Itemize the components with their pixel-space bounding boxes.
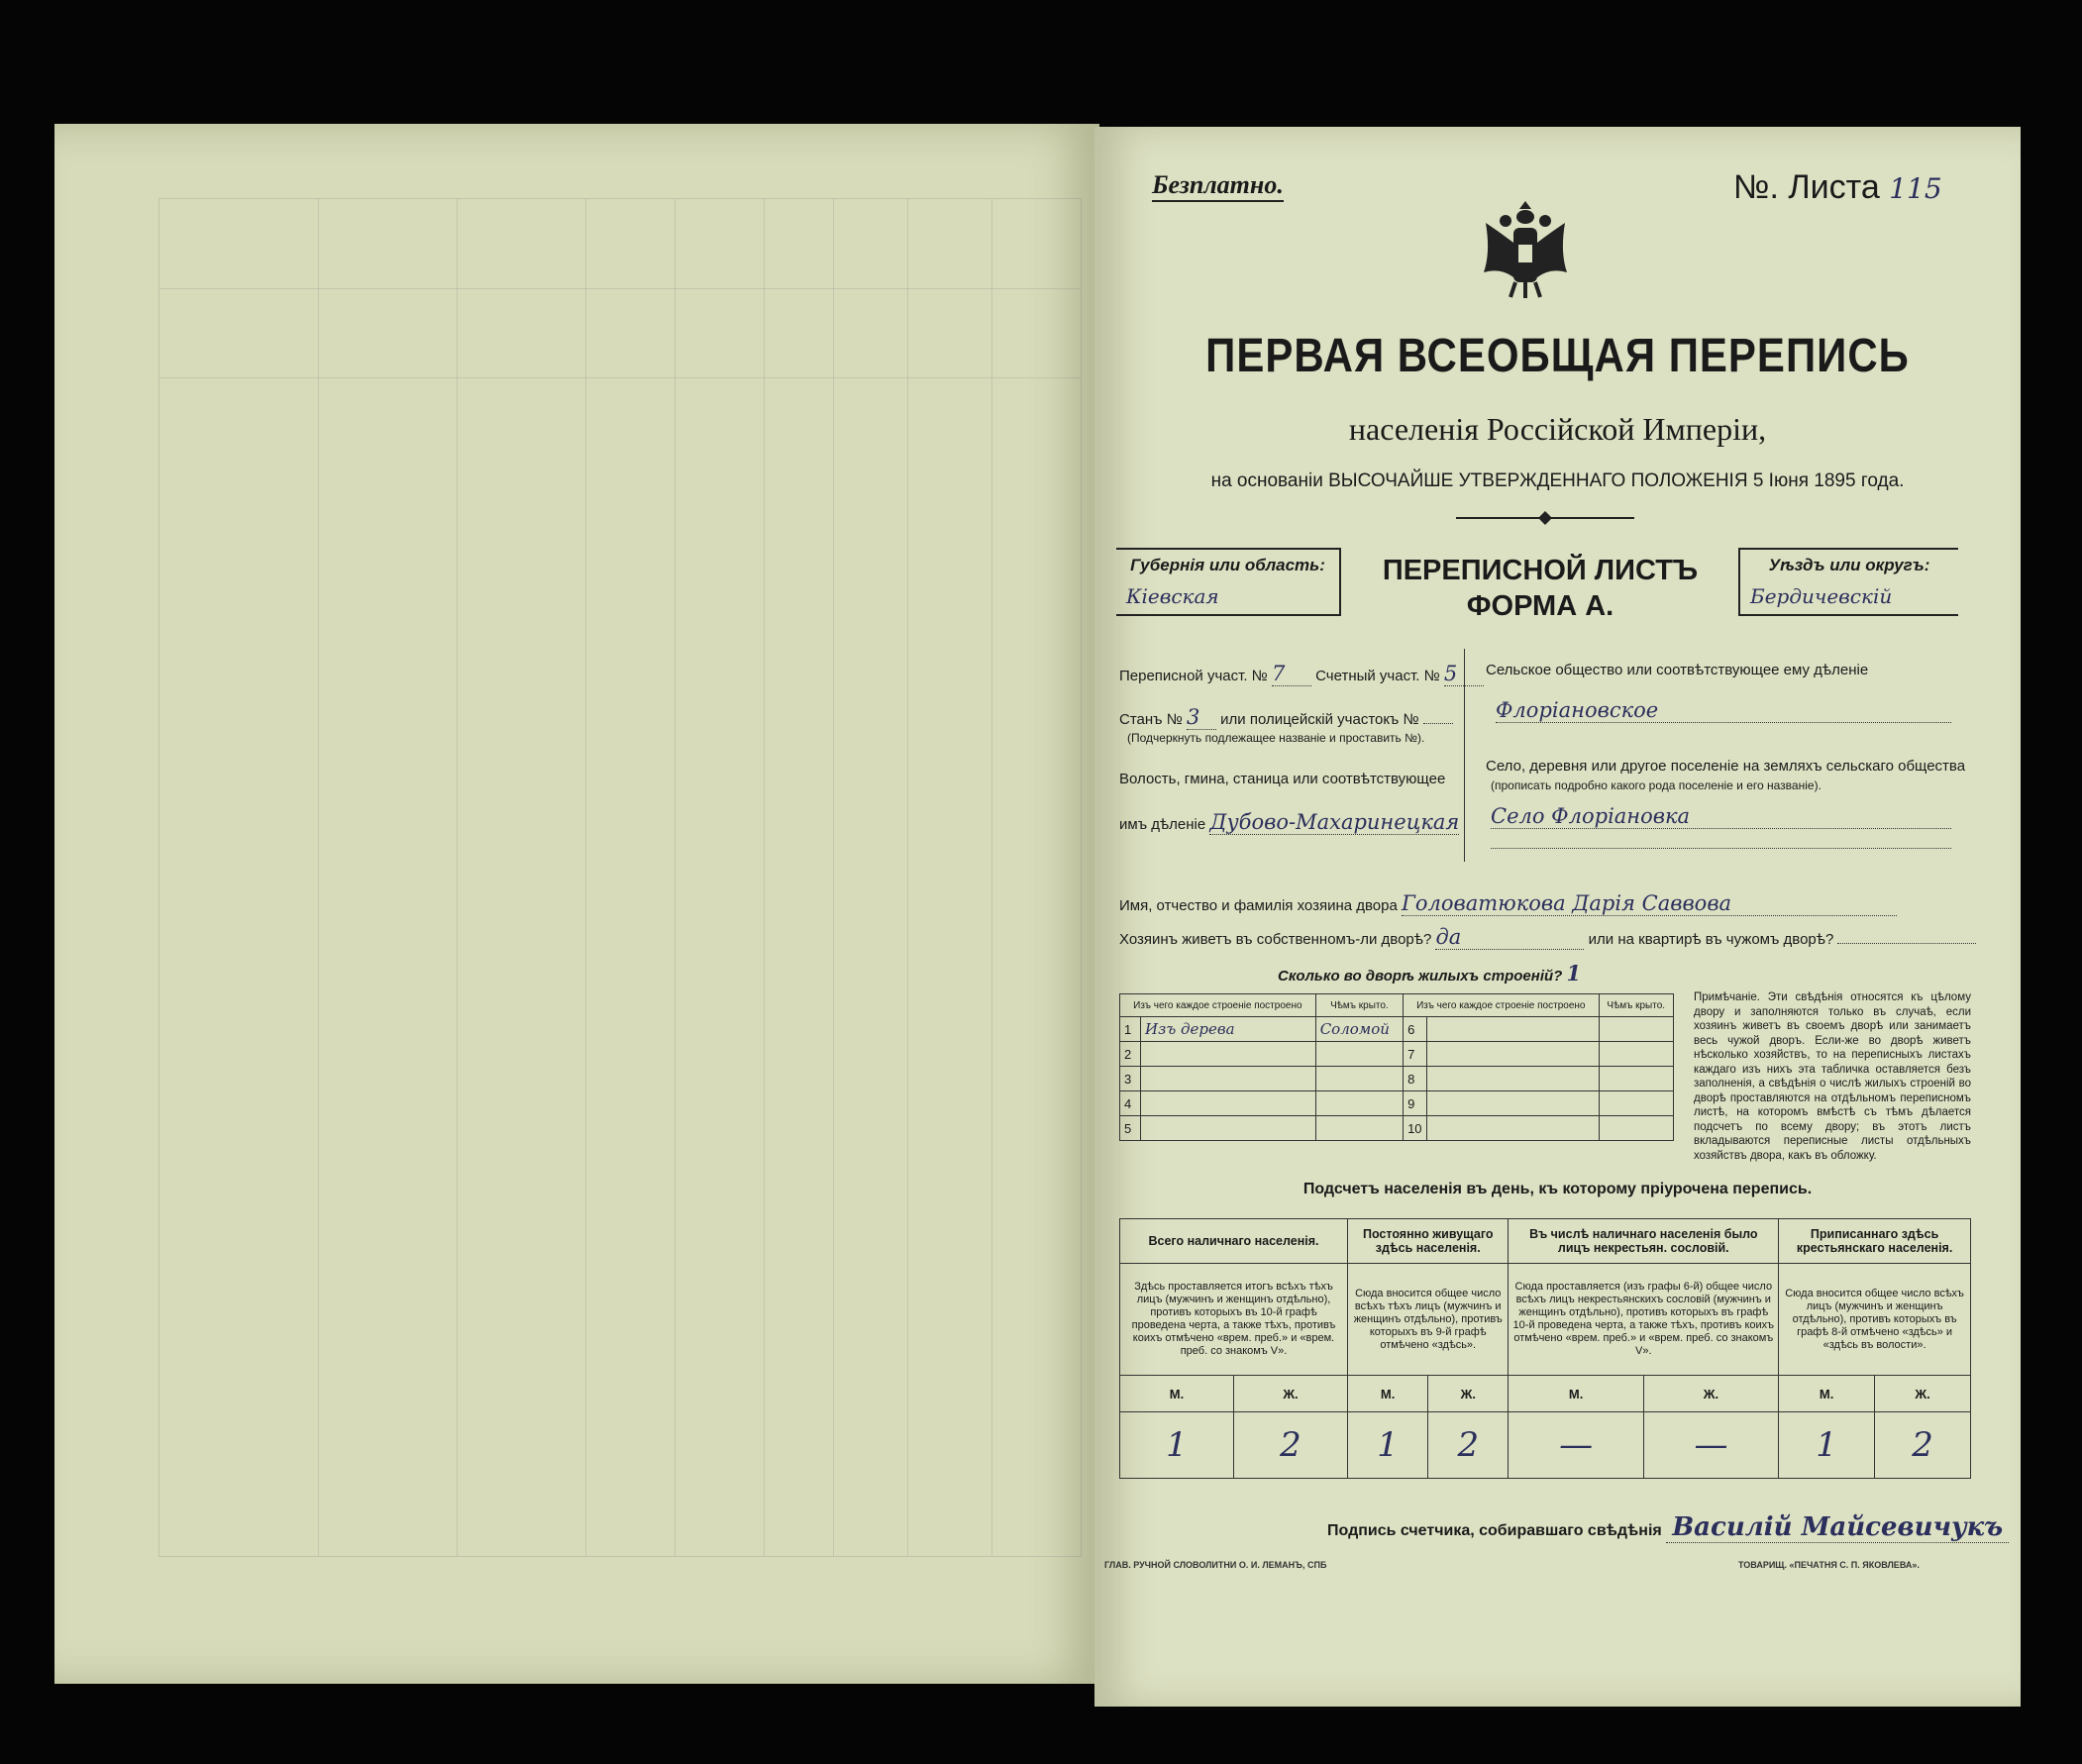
- province-box: [1116, 548, 1341, 616]
- female-header: Ж.: [1643, 1376, 1778, 1412]
- sheet-number-label: №. Листа: [1733, 168, 1880, 206]
- count-description-row: [1120, 1264, 1971, 1376]
- counting-area-label: Счетный участ. №: [1315, 668, 1440, 684]
- village-label: Село, деревня или другое поселеніе на земляхъ сельскаго общества: [1486, 758, 1966, 775]
- row-number: 1: [1120, 1017, 1141, 1042]
- material-header-1: Изъ чего каждое строеніе построено: [1120, 994, 1316, 1017]
- row-number: 8: [1404, 1067, 1426, 1091]
- permanent-header: Постоянно живущаго здѣсь населенія.: [1348, 1219, 1509, 1264]
- form-title-line1: ПЕРЕПИСНОЙ ЛИСТЪ: [1382, 555, 1699, 586]
- own-yard-row: [1119, 925, 1976, 950]
- volost-label-cont: имъ дѣленіе: [1119, 816, 1206, 833]
- roof-cell: Соломой: [1315, 1017, 1403, 1042]
- counting-area-value: 5: [1444, 662, 1484, 686]
- stan-row: [1119, 705, 1453, 730]
- non-peasant-desc: Сюда проставляется (изъ графы 6-й) общее число всѣхъ лицъ некрестьянскихъ сословій (мужчинъ и женщинъ отдѣльно), противъ которыхъ въ графѣ 10-й проведена черта, а также тѣхъ, противъ коихъ отмѣчено «врем. преб.» и «врем. преб. со знакомъ V».: [1509, 1264, 1779, 1376]
- row-number: 4: [1120, 1091, 1141, 1116]
- row-number: 9: [1404, 1091, 1426, 1116]
- total-present-header: Всего наличнаго населенія.: [1120, 1219, 1348, 1264]
- female-header: Ж.: [1428, 1376, 1509, 1412]
- form-title-line2: ФОРМА А.: [1466, 590, 1614, 622]
- village-value: Село Флоріановка: [1491, 804, 1691, 828]
- row-number: 10: [1404, 1116, 1426, 1141]
- census-area-row: [1119, 662, 1484, 686]
- table-row: [1120, 1067, 1674, 1091]
- district-box: [1738, 548, 1958, 616]
- count-header-row: [1120, 1219, 1971, 1264]
- count-value: 1: [1120, 1412, 1234, 1479]
- material-cell: Изъ дерева: [1141, 1017, 1316, 1042]
- material-header-2: Изъ чего каждое строеніе построено: [1404, 994, 1599, 1017]
- row-number: 6: [1404, 1017, 1426, 1042]
- material-cell: [1141, 1067, 1316, 1091]
- count-value: —: [1643, 1412, 1778, 1479]
- table-row: [1120, 1091, 1674, 1116]
- signature-label: Подпись счетчика, собиравшаго свѣдѣнія: [1327, 1522, 1662, 1539]
- material-cell: [1426, 1116, 1599, 1141]
- material-cell: [1426, 1067, 1599, 1091]
- count-value: 2: [1875, 1412, 1971, 1479]
- buildings-table-header: [1120, 994, 1674, 1017]
- population-count-table: [1119, 1218, 1971, 1479]
- roof-cell: [1599, 1067, 1674, 1091]
- permanent-desc: Сюда вносится общее число всѣхъ тѣхъ лицъ (мужчинъ и женщинъ отдѣльно), противъ которыхъ въ 9-й графѣ отмѣчено «здѣсь».: [1348, 1264, 1509, 1376]
- row-number: 3: [1120, 1067, 1141, 1091]
- owner-label: Имя, отчество и фамилія хозяина двора: [1119, 897, 1398, 914]
- roof-cell: [1315, 1067, 1403, 1091]
- form-title: [1347, 553, 1733, 624]
- table-row: [1120, 1116, 1674, 1141]
- underline-note: (Подчеркнуть подлежащее названіе и проставить №).: [1127, 731, 1425, 745]
- total-present-desc: Здѣсь проставляется итогъ всѣхъ тѣхъ лицъ (мужчинъ и женщинъ отдѣльно), противъ которыхъ въ 10-й графѣ проведена черта, а также тѣхъ, противъ коихъ отмѣчено «врем. преб.» и «врем. преб. со знакомъ V».: [1120, 1264, 1348, 1376]
- female-header: Ж.: [1875, 1376, 1971, 1412]
- count-value: 1: [1779, 1412, 1875, 1479]
- village-note: (прописать подробно какого рода поселеніе и его названіе).: [1491, 778, 1822, 792]
- buildings-label: Сколько во дворѣ жилыхъ строеній?: [1278, 968, 1563, 985]
- male-header: М.: [1348, 1376, 1428, 1412]
- legal-basis: на основаніи ВЫСОЧАЙШЕ УТВЕРЖДЕННАГО ПОЛОЖЕНІЯ 5 Іюня 1895 года.: [1210, 470, 1905, 491]
- own-yard-label: Хозяинъ живетъ въ собственномъ-ли дворѣ?: [1119, 931, 1432, 948]
- census-area-value: 7: [1272, 662, 1311, 686]
- document-title: ПЕРВАЯ ВСЕОБЩАЯ ПЕРЕПИСЬ: [1205, 328, 1910, 382]
- police-area-value: [1423, 723, 1453, 724]
- roof-header-1: Чѣмъ крыто.: [1315, 994, 1403, 1017]
- sheet-number: [1733, 168, 1942, 207]
- female-header: Ж.: [1233, 1376, 1347, 1412]
- roof-cell: [1599, 1091, 1674, 1116]
- count-values-row: [1120, 1412, 1971, 1479]
- row-number: 5: [1120, 1116, 1141, 1141]
- footer-left-imprint: ГЛАВ. РУЧНОЙ СЛОВОЛИТНИ О. И. ЛЕМАНЪ, СПБ: [1104, 1560, 1327, 1570]
- registered-peasant-header: Приписаннаго здѣсь крестьянскаго населенія.: [1779, 1219, 1971, 1264]
- roof-cell: [1599, 1042, 1674, 1067]
- material-cell: [1426, 1017, 1599, 1042]
- province-value: Кіевская: [1126, 584, 1219, 608]
- roof-cell: [1315, 1042, 1403, 1067]
- owner-value: Головатюкова Дарія Саввова: [1402, 891, 1897, 916]
- count-value: 1: [1348, 1412, 1428, 1479]
- row-number: 7: [1404, 1042, 1426, 1067]
- count-value: 2: [1428, 1412, 1509, 1479]
- village-row: [1491, 804, 1951, 829]
- table-row: [1120, 1042, 1674, 1067]
- material-cell: [1426, 1091, 1599, 1116]
- non-peasant-header: Въ числѣ наличнаго населенія было лицъ некрестьян. сословій.: [1509, 1219, 1779, 1264]
- roof-cell: [1599, 1017, 1674, 1042]
- signature-value: Василій Майсевичукъ: [1666, 1512, 2009, 1543]
- census-area-label: Переписной участ. №: [1119, 668, 1268, 684]
- buildings-table: [1119, 993, 1674, 1141]
- material-cell: [1141, 1042, 1316, 1067]
- apartment-label: или на квартирѣ въ чужомъ дворѣ?: [1588, 931, 1834, 948]
- footer-right-imprint: ТОВАРИЩ. «ПЕЧАТНЯ С. П. ЯКОВЛЕВА».: [1738, 1560, 1920, 1570]
- district-value: Бердичевскій: [1750, 584, 1893, 608]
- sheet-number-handwritten: 115: [1889, 172, 1942, 205]
- male-header: М.: [1779, 1376, 1875, 1412]
- roof-cell: [1315, 1116, 1403, 1141]
- owner-row: [1119, 891, 1897, 916]
- police-area-label: или полицейскій участокъ №: [1220, 711, 1419, 728]
- male-header: М.: [1509, 1376, 1643, 1412]
- roof-cell: [1599, 1116, 1674, 1141]
- volost-value: Дубово-Махаринецкая: [1209, 810, 1460, 834]
- left-page-faint-grid: [158, 198, 1082, 1557]
- stan-label: Станъ №: [1119, 711, 1183, 728]
- volost-row: [1119, 810, 1459, 835]
- buildings-value: 1: [1566, 961, 1582, 986]
- row-number: 2: [1120, 1042, 1141, 1067]
- stan-value: 3: [1187, 705, 1216, 730]
- population-count-title: Подсчетъ населенія въ день, къ которому пріурочена перепись.: [1302, 1181, 1813, 1197]
- registered-peasant-desc: Сюда вносится общее число всѣхъ лицъ (мужчинъ и женщинъ отдѣльно), противъ которыхъ въ графѣ 8-й отмѣчено «здѣсь» и «здѣсь въ волости».: [1779, 1264, 1971, 1376]
- signature-row: [1327, 1512, 2009, 1542]
- document-subtitle: населенія Россійской Имперіи,: [1348, 411, 1767, 447]
- district-label: Уѣздъ или округъ:: [1768, 556, 1930, 574]
- society-row: [1496, 698, 1951, 723]
- count-value: —: [1509, 1412, 1643, 1479]
- material-cell: [1141, 1116, 1316, 1141]
- buildings-note: Примѣчаніе. Эти свѣдѣнія относятся къ цѣлому двору и заполняются только въ случаѣ, если хозяинъ живетъ въ своемъ дворѣ или занимаетъ весь чужой дворъ. Если-же во дворѣ живетъ нѣсколько хозяйствъ, то на переписныхъ листахъ каждаго изъ нихъ эта табличка оставляется безъ заполненія, а свѣдѣнія о числѣ жилыхъ строеній во дворѣ проставляются на отдѣльномъ переписномъ листѣ, на которомъ вмѣстѣ съ тѣмъ дѣлается подсчетъ по всему двору; въ этотъ листъ вкладываются переписные листы отдѣльныхъ хозяйствъ двора, какъ въ обложку.: [1694, 991, 1971, 1162]
- count-sex-row: [1120, 1376, 1971, 1412]
- village-extra-line: [1491, 847, 1951, 849]
- province-label: Губернія или область:: [1130, 556, 1325, 574]
- divider-ornament: [1456, 510, 1634, 526]
- society-label: Сельское общество или соотвѣтствующее ему дѣленіе: [1486, 662, 1869, 678]
- buildings-row: [1278, 961, 1581, 986]
- society-value: Флоріановское: [1496, 698, 1659, 722]
- volost-label: Волость, гмина, станица или соотвѣтствующее: [1119, 771, 1446, 787]
- table-row: [1120, 1017, 1674, 1042]
- count-value: 2: [1233, 1412, 1347, 1479]
- material-cell: [1426, 1042, 1599, 1067]
- roof-cell: [1315, 1091, 1403, 1116]
- male-header: М.: [1120, 1376, 1234, 1412]
- own-yard-value: да: [1435, 925, 1584, 950]
- material-cell: [1141, 1091, 1316, 1116]
- roof-header-2: Чѣмъ крыто.: [1599, 994, 1674, 1017]
- free-of-charge-label: Безплатно.: [1152, 170, 1284, 202]
- imperial-eagle-emblem: [1466, 193, 1585, 302]
- apartment-value: [1837, 943, 1976, 944]
